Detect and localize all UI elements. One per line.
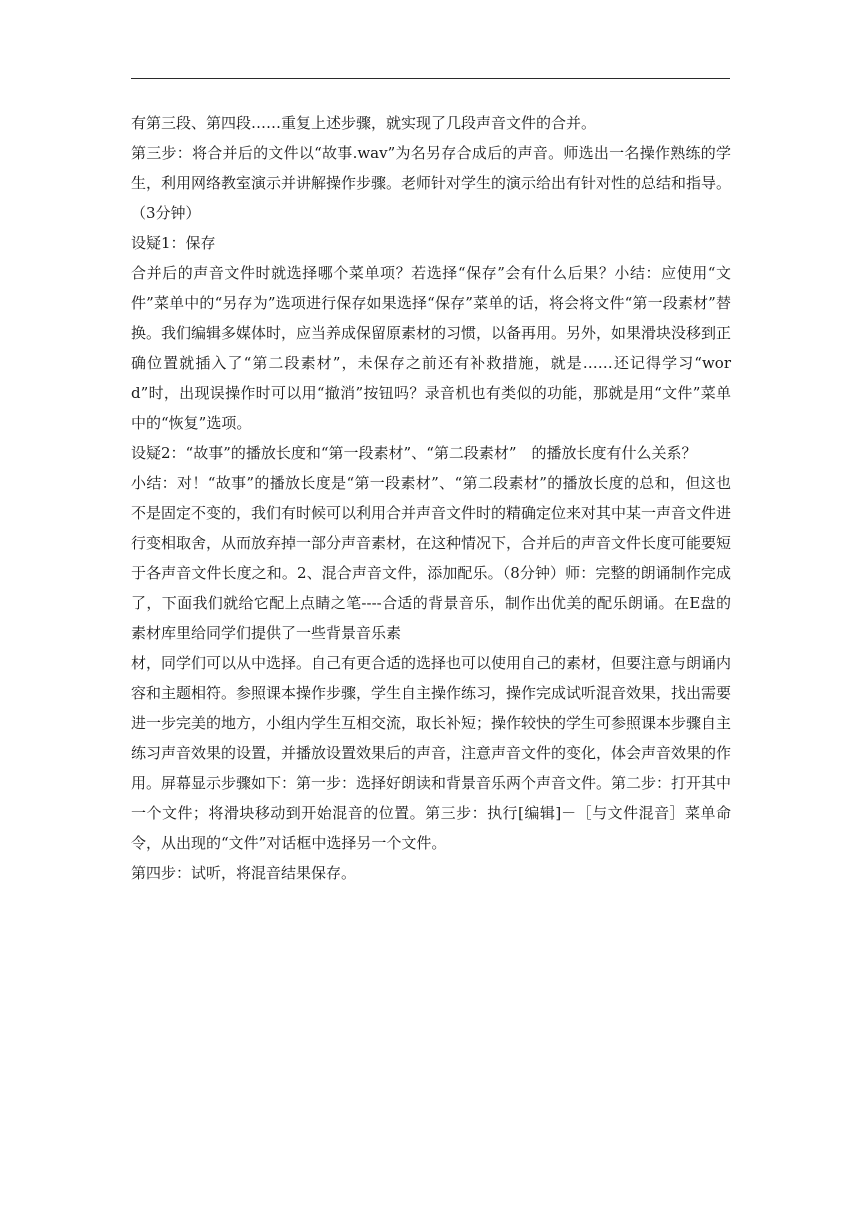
header-rule <box>131 78 730 79</box>
paragraph-question-two: 设疑2：“故事”的播放长度和“第一段素材”、“第二段素材” 的播放长度有什么关系？ <box>131 444 697 462</box>
paragraph-question-one-heading: 设疑1：保存 <box>131 234 216 252</box>
paragraph-summary-mixing: 小结：对！“故事”的播放长度是“第一段素材”、“第二段素材”的播放长度的总和，但这也不是固定不变的，我们有时候可以利用合并声音文件时的精确定位来对其中某一声音文件进行变相取舍，从而放弃掉一部分声音素材，在这种情况下，合并后的声音文件长度可能要短于各声音文件长度之和。2、混合声音文件，添加配乐。（8分钟）师：完整的朗诵制作完成了，下面我们就给它配上点睛之笔----合适的背景音乐，制作出优美的配乐朗诵。在E盘的素材库里给同学们提供了一些背景音乐素 <box>131 474 732 642</box>
paragraph-step-four: 第四步：试听，将混音结果保存。 <box>131 864 357 882</box>
paragraph-step-three-save: 第三步：将合并后的文件以“故事.wav”为名另存合成后的声音。师选出一名操作熟练的学生，利用网络教室演示并讲解操作步骤。老师针对学生的演示给出有针对性的总结和指导。（3分钟） <box>131 144 732 222</box>
paragraph-mixing-steps: 材，同学们可以从中选择。自己有更合适的选择也可以使用自己的素材，但要注意与朗诵内容和主题相符。参照课本操作步骤，学生自主操作练习，操作完成试听混音效果，找出需要进一步完美的地方，小组内学生互相交流，取长补短；操作较快的学生可参照课本步骤自主练习声音效果的设置，并播放设置效果后的声音，注意声音文件的变化，体会声音效果的作用。屏幕显示步骤如下：第一步：选择好朗读和背景音乐两个声音文件。第二步：打开其中一个文件；将滑块移动到开始混音的位置。第三步：执行[编辑]－［与文件混音］菜单命令，从出现的“文件”对话框中选择另一个文件。 <box>131 654 732 852</box>
paragraph-merge-repeat: 有第三段、第四段……重复上述步骤，就实现了几段声音文件的合并。 <box>131 114 597 132</box>
paragraph-question-one-body: 合并后的声音文件时就选择哪个菜单项？若选择“保存”会有什么后果？小结：应使用“文件”菜单中的“另存为”选项进行保存如果选择“保存”菜单的话，将会将文件“第一段素材”替换。我们编辑多媒体时，应当养成保留原素材的习惯，以备再用。另外，如果滑块没移到正确位置就插入了“第二段素材”，未保存之前还有补救措施，就是……还记得学习“word”时，出现误操作时可以用“撤消”按钮吗？录音机也有类似的功能，那就是用“文件”菜单中的“恢复”选项。 <box>131 264 732 432</box>
document-body <box>131 108 731 888</box>
